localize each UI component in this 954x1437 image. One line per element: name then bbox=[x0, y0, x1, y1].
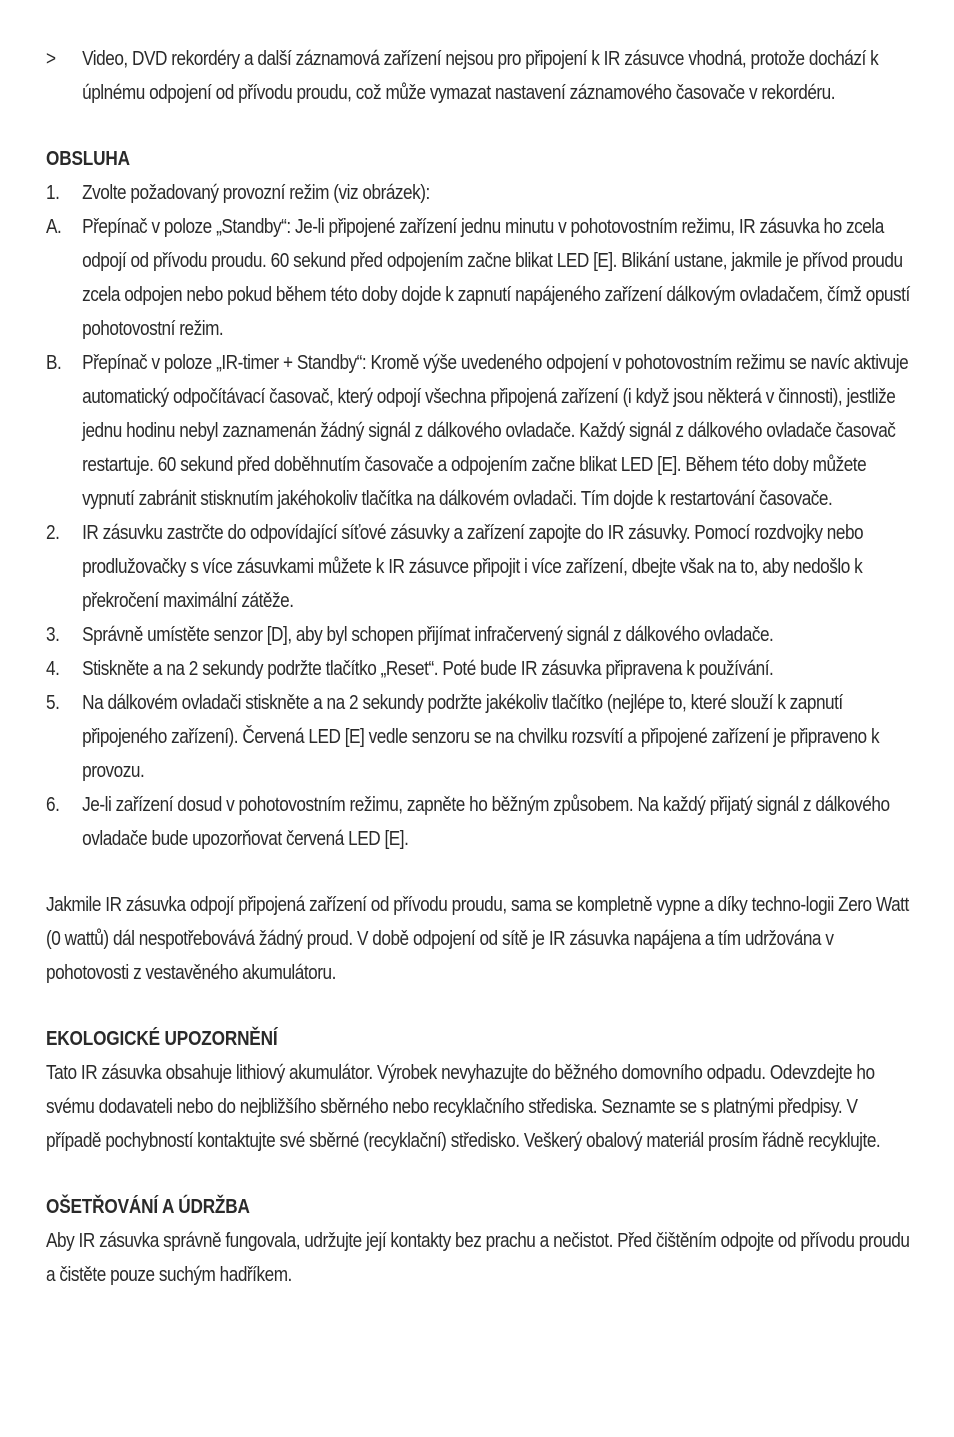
list-item-text: Na dálkovém ovladači stiskněte a na 2 sekundy podržte jakékoliv tlačítko (nejlépe to, které slouží k zapnutí připojeného zařízení). Červená LED [E] vedle senzoru se na chvilku rozsvítí a připojené zařízení je připraveno k provozu. bbox=[82, 692, 880, 782]
list-marker: B. bbox=[46, 352, 62, 374]
document-page bbox=[46, 42, 912, 1292]
list-marker: 3. bbox=[46, 624, 60, 646]
list-item-text: Zvolte požadovaný provozní režim (viz obrázek): bbox=[82, 182, 430, 204]
intro-note bbox=[46, 42, 912, 110]
list-marker: 2. bbox=[46, 522, 60, 544]
ecology-paragraph: Tato IR zásuvka obsahuje lithiový akumulátor. Výrobek nevyhazujte do běžného domovního odpadu. Odevzdejte ho svému dodavateli nebo do nejbližšího sběrného nebo recyklačního střediska. Seznamte se s platnými předpisy. V případě pochybností kontaktujte své sběrné (recyklační) středisko. Veškerý obalový materiál prosím řádně recyklujte. bbox=[46, 1062, 881, 1152]
list-item-2 bbox=[46, 516, 912, 618]
list-item-a bbox=[46, 210, 912, 346]
list-marker: 4. bbox=[46, 658, 60, 680]
operation-closing-paragraph: Jakmile IR zásuvka odpojí připojená zařízení od přívodu proudu, sama se kompletně vypne a díky techno-logii Zero Watt (0 wattů) dál nespotřebovává žádný proud. V době odpojení od sítě je IR zásuvka napájena a tím udržována v pohotovosti z vestavěného akumulátoru. bbox=[46, 894, 909, 984]
list-item-text: IR zásuvku zastrčte do odpovídající síťové zásuvky a zařízení zapojte do IR zásuvky. Pomocí rozdvojky nebo prodlužovačky s více zásuvkami můžete k IR zásuvce připojit i více zařízení, dbejte však na to, aby nedošlo k překročení maximální zátěže. bbox=[82, 522, 864, 612]
list-item-6 bbox=[46, 788, 912, 856]
list-item-b bbox=[46, 346, 912, 516]
note-marker: > bbox=[46, 48, 56, 70]
heading-maintenance: OŠETŘOVÁNÍ A ÚDRŽBA bbox=[46, 1196, 250, 1218]
list-marker: 5. bbox=[46, 692, 60, 714]
list-item-text: Přepínač v poloze „Standby“: Je-li připojené zařízení jednu minutu v pohotovostním režimu, IR zásuvka ho zcela odpojí od přívodu proudu. 60 sekund před odpojením začne blikat LED [E]. Blikání ustane, jakmile je přívod proudu zcela odpojen nebo pokud během této doby dojde k zapnutí napájeného zařízení dálkovým ovladačem, čímž opustí pohotovostní režim. bbox=[82, 216, 910, 340]
list-item-4 bbox=[46, 652, 912, 686]
heading-ecology: EKOLOGICKÉ UPOZORNĚNÍ bbox=[46, 1028, 278, 1050]
list-item-1 bbox=[46, 176, 912, 210]
list-marker: 1. bbox=[46, 182, 60, 204]
list-item-text: Je-li zařízení dosud v pohotovostním režimu, zapněte ho běžným způsobem. Na každý přijatý signál z dálkového ovladače bude upozorňovat červená LED [E]. bbox=[82, 794, 890, 850]
maintenance-paragraph: Aby IR zásuvka správně fungovala, udržujte její kontakty bez prachu a nečistot. Před čištěním odpojte od přívodu proudu a čistěte pouze suchým hadříkem. bbox=[46, 1230, 910, 1286]
intro-note-text: Video, DVD rekordéry a další záznamová zařízení nejsou pro připojení k IR zásuvce vhodná, protože dochází k úplnému odpojení od přívodu proudu, což může vymazat nastavení záznamového časovače v rekordéru. bbox=[82, 48, 879, 104]
list-item-text: Přepínač v poloze „IR-timer + Standby“: Kromě výše uvedeného odpojení v pohotovostním režimu se navíc aktivuje automatický odpočítávací časovač, který odpojí všechna připojená zařízení (i když jsou některá v činnosti), jestliže jednu hodinu nebyl zaznamenán žádný signál z dálkového ovladače. Každý signál z dálkového ovladače časovač restartuje. 60 sekund před doběhnutím časovače a odpojením začne blikat LED [E]. Během této doby můžete vypnutí zabránit stisknutím jakéhokoliv tlačítka na dálkovém ovladači. Tím dojde k restartování časovače. bbox=[82, 352, 909, 510]
list-item-5 bbox=[46, 686, 912, 788]
heading-operation: OBSLUHA bbox=[46, 148, 130, 170]
list-item-3 bbox=[46, 618, 912, 652]
list-marker: A. bbox=[46, 216, 62, 238]
list-marker: 6. bbox=[46, 794, 60, 816]
list-item-text: Stiskněte a na 2 sekundy podržte tlačítko „Reset“. Poté bude IR zásuvka připravena k používání. bbox=[82, 658, 774, 680]
list-item-text: Správně umístěte senzor [D], aby byl schopen přijímat infračervený signál z dálkového ovladače. bbox=[82, 624, 774, 646]
